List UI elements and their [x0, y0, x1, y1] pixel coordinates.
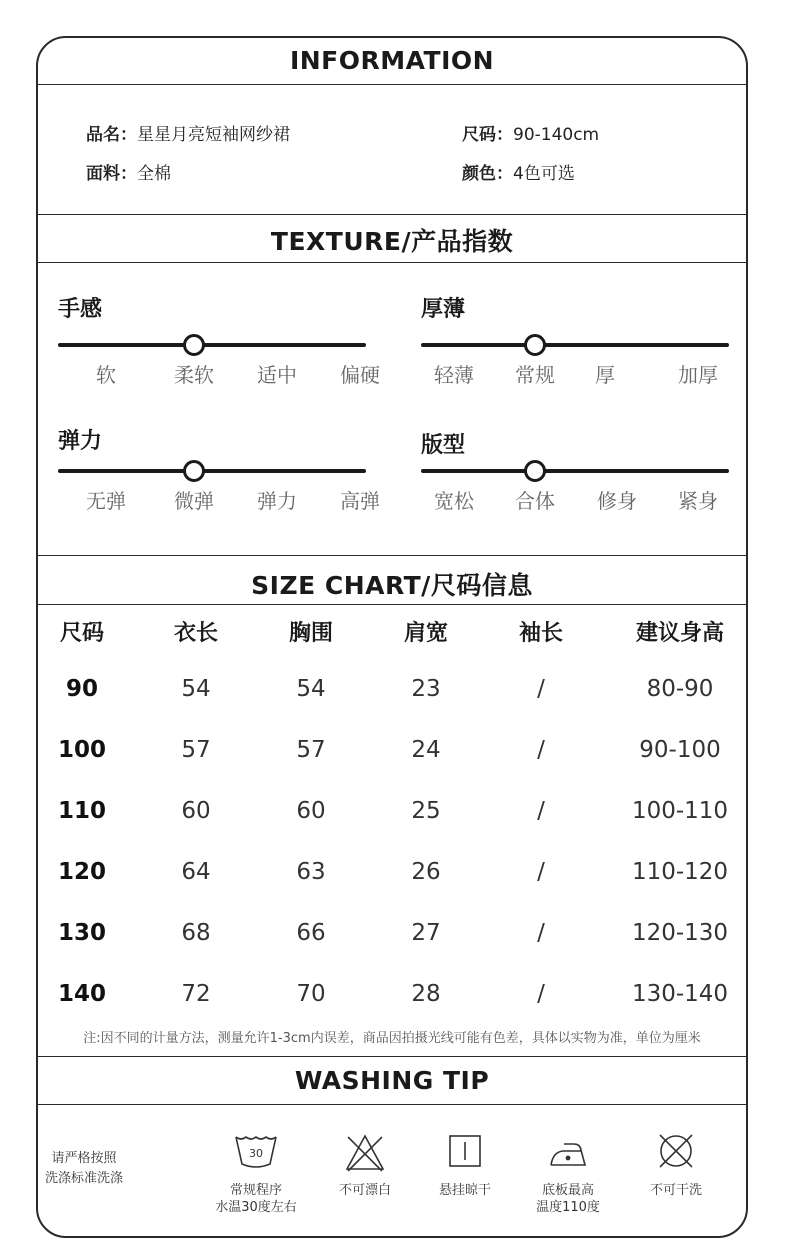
texture-option: 常规 [515, 363, 555, 387]
size-cell: 23 [411, 676, 441, 702]
size-cell: 100-110 [631, 798, 729, 824]
info-card [36, 36, 748, 1238]
no-bleach-icon [344, 1133, 386, 1173]
texture-title: TEXTURE/产品指数 [270, 227, 514, 256]
size-cell: 57 [181, 737, 211, 763]
texture-option: 宽松 [434, 489, 474, 513]
texture-option: 适中 [257, 363, 297, 387]
hang-dry-label: 悬挂晾干 [438, 1183, 491, 1198]
size-cell: / [537, 981, 545, 1007]
texture-option: 柔软 [174, 363, 214, 387]
size-cell: 57 [296, 737, 326, 763]
size-header: 肩宽 [403, 621, 448, 646]
iron-label: 底板最高 温度110度 [536, 1183, 600, 1215]
size-cell: 66 [296, 920, 326, 946]
wash-instruction [44, 1149, 124, 1189]
product-color [462, 159, 575, 184]
size-cell: 110-120 [631, 859, 729, 885]
size-cell: 64 [181, 859, 211, 885]
texture-option: 弹力 [257, 489, 297, 513]
product-name [86, 120, 290, 145]
size-cell: / [537, 676, 545, 702]
hang-dry-icon [448, 1134, 482, 1168]
washing-title: WASHING TIP [294, 1066, 490, 1095]
texture-option: 修身 [597, 489, 637, 513]
texture-marker [183, 334, 205, 356]
size-cell: 72 [181, 981, 211, 1007]
texture-marker [183, 460, 205, 482]
product-color-value: 4色可选 [513, 164, 575, 184]
no-dry-clean-icon [657, 1132, 695, 1170]
size-cell: 130 [57, 920, 106, 946]
texture-option: 轻薄 [434, 363, 474, 387]
divider [38, 84, 746, 85]
size-cell: 63 [296, 859, 326, 885]
texture-option: 紧身 [678, 489, 718, 513]
texture-bar [58, 469, 366, 473]
texture-bar [421, 343, 729, 347]
size-cell: 120 [57, 859, 106, 885]
size-cell: 100 [57, 737, 106, 763]
wash-instruction-line2: 洗涤标准洗涤 [44, 1171, 123, 1186]
product-size-value: 90-140cm [513, 125, 600, 145]
texture-label: 手感 [58, 297, 103, 322]
texture-marker [524, 460, 546, 482]
size-cell: 68 [181, 920, 211, 946]
size-header: 衣长 [173, 621, 218, 646]
texture-option: 高弹 [340, 489, 380, 513]
size-header: 建议身高 [635, 621, 724, 646]
size-cell: 60 [181, 798, 211, 824]
product-fabric [86, 159, 171, 184]
size-cell: 70 [296, 981, 326, 1007]
divider [38, 1104, 746, 1105]
size-header: 胸围 [288, 621, 333, 646]
texture-bar [421, 469, 729, 473]
texture-option: 加厚 [678, 363, 718, 387]
texture-option: 无弹 [86, 489, 126, 513]
divider [38, 555, 746, 556]
texture-bar [58, 343, 366, 347]
size-note: 注:因不同的计量方法，测量允许1-3cm内误差，商品因拍摄光线可能有色差，具体以实物为准，单位为厘米 [83, 1031, 701, 1046]
divider [38, 214, 746, 215]
texture-option: 厚 [595, 363, 615, 387]
wash-tub-icon [234, 1134, 278, 1170]
texture-label: 厚薄 [421, 297, 466, 322]
size-chart-title: SIZE CHART/尺码信息 [251, 571, 533, 600]
divider [38, 604, 746, 605]
size-cell: 140 [57, 981, 106, 1007]
size-cell: 27 [411, 920, 441, 946]
wash-tub-temp: 30 [249, 1147, 263, 1160]
product-fabric-label: 面料： [86, 164, 137, 184]
product-size-label: 尺码： [462, 125, 513, 145]
size-cell: 54 [296, 676, 326, 702]
size-cell: 80-90 [646, 676, 714, 702]
size-cell: 120-130 [631, 920, 729, 946]
size-cell: 26 [411, 859, 441, 885]
no-bleach-label: 不可漂白 [338, 1183, 391, 1198]
size-cell: 90-100 [639, 737, 721, 763]
texture-option: 微弹 [174, 489, 214, 513]
texture-option: 合体 [515, 489, 555, 513]
size-cell: 28 [411, 981, 441, 1007]
size-cell: 54 [181, 676, 211, 702]
texture-marker [524, 334, 546, 356]
size-cell: 25 [411, 798, 441, 824]
size-cell: / [537, 859, 545, 885]
product-name-value: 星星月亮短袖网纱裙 [137, 125, 290, 145]
texture-option: 软 [96, 363, 116, 387]
wash-instruction-line1: 请严格按照 [51, 1151, 117, 1166]
product-size [462, 120, 599, 145]
divider [38, 1056, 746, 1057]
size-cell: 110 [57, 798, 106, 824]
size-cell: / [537, 920, 545, 946]
size-cell: 130-140 [631, 981, 729, 1007]
product-name-label: 品名： [86, 125, 137, 145]
no-dry-clean-label: 不可干洗 [649, 1183, 702, 1198]
size-header: 尺码 [59, 621, 104, 646]
size-cell: 90 [65, 676, 98, 702]
wash-tub-label: 常规程序 水温30度左右 [215, 1183, 297, 1215]
iron-icon [548, 1138, 588, 1168]
divider [38, 262, 746, 263]
size-cell: / [537, 737, 545, 763]
size-cell: / [537, 798, 545, 824]
size-header: 袖长 [518, 621, 563, 646]
size-cell: 60 [296, 798, 326, 824]
texture-label: 版型 [421, 433, 466, 458]
texture-option: 偏硬 [340, 363, 380, 387]
texture-label: 弹力 [58, 429, 103, 454]
size-cell: 24 [411, 737, 441, 763]
information-title: INFORMATION [289, 46, 495, 75]
product-color-label: 颜色： [462, 164, 513, 184]
product-fabric-value: 全棉 [137, 164, 171, 184]
